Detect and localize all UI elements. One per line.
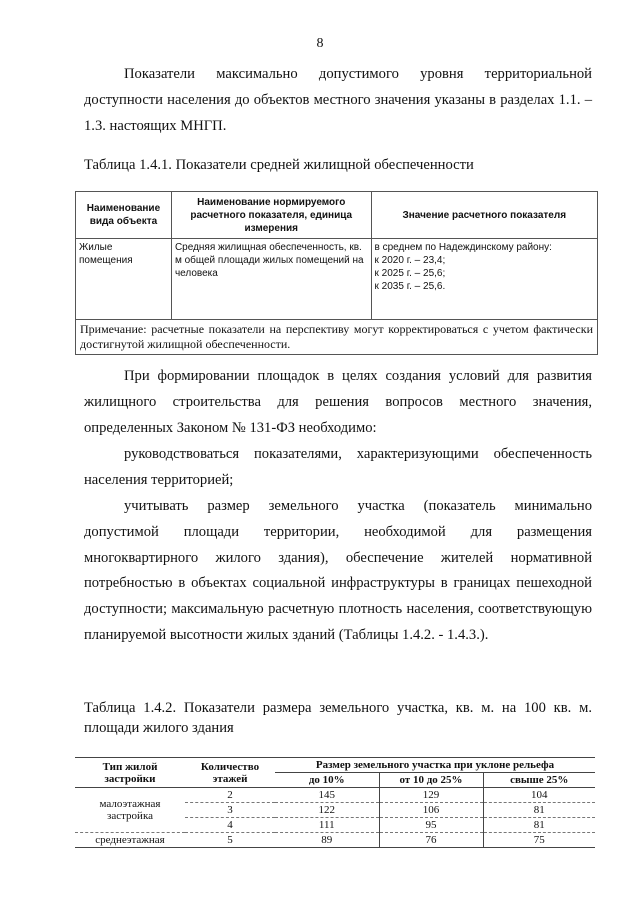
table1-header-object: Наименование вида объекта	[76, 192, 172, 239]
table1-value-line: к 2020 г. – 23,4;	[374, 255, 446, 266]
table1-note-row	[76, 320, 598, 355]
table2-cell-value: 111	[275, 818, 379, 833]
table2-header-floors: Количество этажей	[185, 758, 275, 788]
table2-cell-floors: 3	[185, 803, 275, 818]
page-number: 8	[316, 36, 324, 51]
table2-cell-type: среднеэтажная	[75, 833, 185, 848]
table2-cell-value: 95	[379, 818, 483, 833]
table2-cell-value: 76	[379, 833, 483, 848]
intro-paragraph: Показатели максимально допустимого уровня территориальной доступности населения до объектов местного значения указаны в разделах 1.1. – 1.3. настоящих МНГП.	[84, 66, 592, 134]
table2-cell-floors: 5	[185, 833, 275, 848]
table1-cell-values	[371, 239, 597, 320]
table1-cell-indicator: Средняя жилищная обеспеченность, кв. м общей площади жилых помещений на человека	[171, 239, 371, 320]
table1-value-line: к 2025 г. – 25,6;	[374, 268, 446, 279]
table2-cell-type: малоэтажная застройка	[75, 788, 185, 833]
table-land-plot-size	[75, 757, 595, 848]
table2-cell-value: 75	[483, 833, 595, 848]
table2-cell-value: 104	[483, 788, 595, 803]
table2-cell-value: 129	[379, 788, 483, 803]
table1-header-value: Значение расчетного показателя	[371, 192, 597, 239]
table2-cell-value: 81	[483, 803, 595, 818]
table2-header-slope: свыше 25%	[483, 773, 595, 788]
body-paragraph: учитывать размер земельного участка (показатель минимально допустимой площади территории, необходимой для размещения многоквартирного жилого здания), обеспечение жителей нормативной потребностью в объектах социальной инфраструктуры в границах пешеходной доступности; максимальную расчетную плотность населения, соответствующую планируемой высотности жилых зданий (Таблицы 1.4.2. - 1.4.3.).	[84, 498, 592, 643]
table1-value-line: в среднем по Надеждинскому району:	[374, 242, 552, 253]
table1-header-row	[76, 192, 598, 239]
table2-cell-value: 122	[275, 803, 379, 818]
table2-header-slope: до 10%	[275, 773, 379, 788]
table1-header-indicator: Наименование нормируемого расчетного показателя, единица измерения	[171, 192, 371, 239]
table-housing-provision	[75, 191, 598, 355]
table1-cell-object: Жилые помещения	[76, 239, 172, 320]
table1-value-line: к 2035 г. – 25,6.	[374, 281, 446, 292]
table1-caption: Таблица 1.4.1. Показатели средней жилищной обеспеченности	[84, 157, 474, 173]
table-row	[75, 788, 595, 803]
table2-cell-floors: 2	[185, 788, 275, 803]
table2-cell-value: 89	[275, 833, 379, 848]
table2-header-size-group: Размер земельного участка при уклоне рельефа	[275, 758, 595, 773]
table2-cell-value: 145	[275, 788, 379, 803]
body-paragraph: При формировании площадок в целях создания условий для развития жилищного строительства для решения вопросов местного значения, определенных Законом № 131-ФЗ необходимо:	[84, 368, 592, 436]
table2-header-type: Тип жилой застройки	[75, 758, 185, 788]
table2-header-row	[75, 758, 595, 773]
table2-header-slope: от 10 до 25%	[379, 773, 483, 788]
table2-cell-value: 81	[483, 818, 595, 833]
table2-caption: Таблица 1.4.2. Показатели размера земельного участка, кв. м. на 100 кв. м. площади жилого здания	[84, 700, 592, 736]
table-row	[76, 239, 598, 320]
body-paragraph: руководствоваться показателями, характеризующими обеспеченность населения территорией;	[84, 446, 592, 488]
table1-note: Примечание: расчетные показатели на перспективу могут корректироваться с учетом фактически достигнутой жилищной обеспеченности.	[76, 320, 598, 355]
table2-cell-value: 106	[379, 803, 483, 818]
table-row	[75, 833, 595, 848]
table2-cell-floors: 4	[185, 818, 275, 833]
